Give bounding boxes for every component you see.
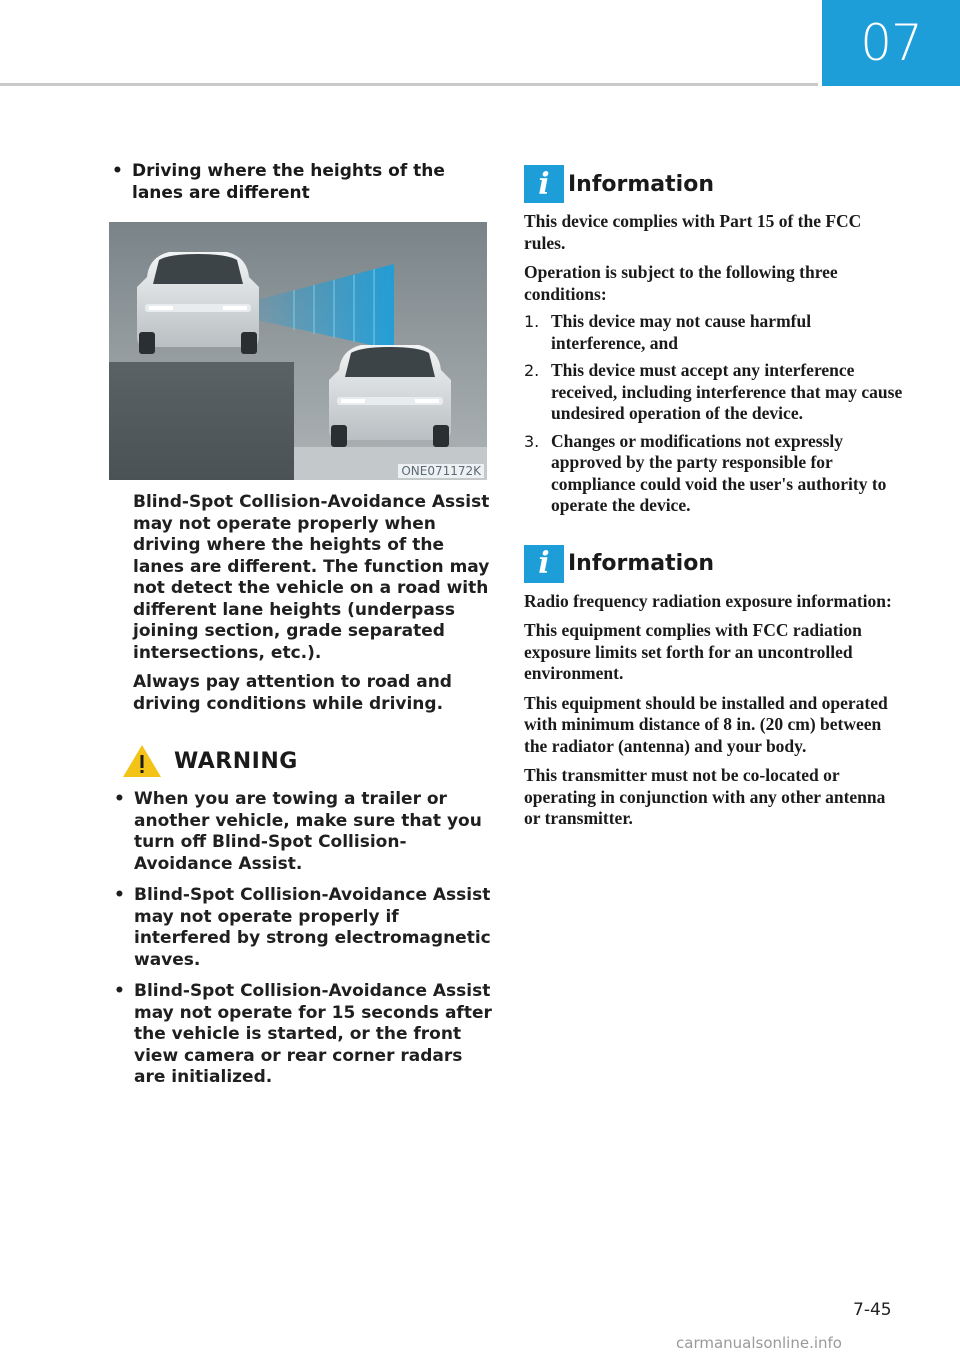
figure-code: ONE071172K — [398, 464, 484, 478]
item-text: This device may not cause harmful interference, and — [551, 311, 812, 353]
item-number: 3. — [524, 431, 540, 451]
numbered-item — [524, 360, 904, 425]
warning-title: WARNING — [174, 748, 298, 774]
lower-car — [329, 345, 451, 447]
warning-item — [112, 981, 492, 1089]
chapter-tab: 07 — [822, 0, 960, 86]
warning-header — [122, 743, 492, 779]
item-text: This device must accept any interference received, including interference that may cause undesired operation of the device. — [551, 360, 903, 423]
info-paragraph: This device complies with Part 15 of the FCC rules. — [524, 211, 862, 253]
info-icon: i — [524, 545, 564, 583]
illustration-svg — [109, 222, 487, 480]
numbered-item — [524, 431, 904, 517]
item-text: Changes or modifications not expressly approved by the party responsible for compliance could void the user's authority to operate the device. — [551, 430, 887, 515]
info-body — [524, 591, 904, 830]
bullet-dot: • — [114, 789, 125, 809]
item-number: 1. — [524, 312, 540, 331]
warning-item — [112, 789, 492, 875]
page-number: 7-45 — [853, 1300, 892, 1320]
paragraph: Always pay attention to road and driving conditions while driving. — [133, 672, 452, 714]
info-paragraph: Operation is subject to the following three conditions: — [524, 262, 838, 304]
info-paragraph: This equipment should be installed and operated with minimum distance of 8 in. (20 cm) between the radiator (antenna) and your body. — [524, 692, 888, 756]
numbered-item — [524, 311, 904, 354]
lane-height-illustration — [109, 222, 487, 480]
info-title: Information — [568, 551, 714, 576]
bullet-text: Driving where the heights of the lanes are different — [132, 161, 445, 203]
info-header — [524, 545, 904, 583]
item-number: 2. — [524, 361, 540, 380]
header-rule — [0, 83, 818, 86]
warning-item — [112, 885, 492, 971]
left-column — [112, 160, 492, 1089]
warning-icon — [122, 743, 162, 779]
info-body — [524, 211, 904, 517]
bullet-item — [112, 160, 492, 204]
warning-text: Blind-Spot Collision-Avoidance Assist may not operate properly if interfered by strong electromagnetic waves. — [134, 885, 491, 970]
paragraph: Blind-Spot Collision-Avoidance Assist may not operate properly when driving where the heights of the lanes are different. The function may not detect the vehicle on a road with different lane heights (underpass joining section, grade separated intersections, etc.). — [133, 492, 490, 663]
warning-text: Blind-Spot Collision-Avoidance Assist may not operate for 15 seconds after the vehicle is started, or the front view camera or rear corner radars are initialized. — [134, 981, 492, 1087]
warning-text: When you are towing a trailer or another vehicle, make sure that you turn off Blind-Spot Collision-Avoidance Assist. — [134, 789, 482, 874]
bullet-dot: • — [114, 885, 125, 905]
info-header — [524, 165, 904, 203]
info-icon: i — [524, 165, 564, 203]
info-paragraph: Radio frequency radiation exposure information: — [524, 590, 892, 611]
watermark: carmanualsonline.info — [676, 1334, 842, 1352]
info-paragraph: This equipment complies with FCC radiation exposure limits set forth for an uncontrolled environment. — [524, 620, 862, 683]
bullet-dot: • — [114, 981, 125, 1001]
info-paragraph: This transmitter must not be co-located or operating in conjunction with any other antenna or transmitter. — [524, 765, 886, 828]
right-column — [524, 165, 904, 830]
info-title: Information — [568, 171, 714, 197]
bullet-dot: • — [112, 161, 123, 181]
upper-car — [137, 252, 259, 354]
